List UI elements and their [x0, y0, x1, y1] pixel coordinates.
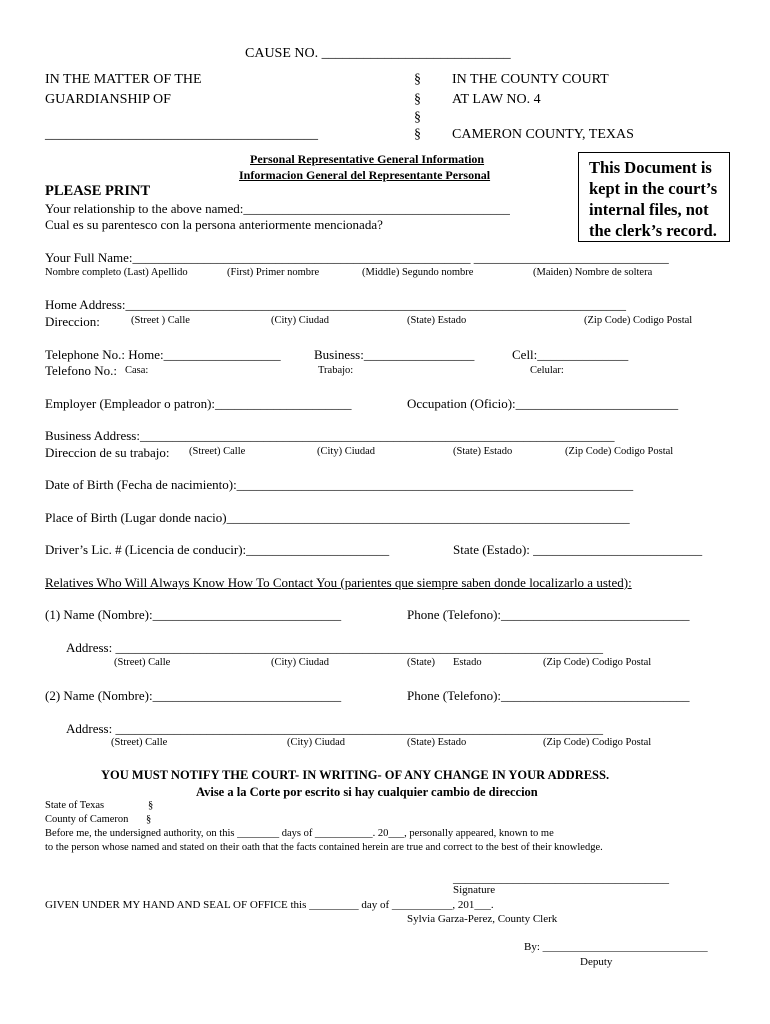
form-title-en: Personal Representative General Information — [250, 152, 485, 166]
cell-sublabel-es: Celular: — [530, 365, 564, 376]
state-of-texas: State of Texas — [45, 800, 105, 811]
relationship-field[interactable]: Your relationship to the above named:_________________________________________ — [45, 201, 510, 216]
notice-line-2: kept in the court’s — [589, 179, 718, 198]
drivers-license-field[interactable]: Driver’s Lic. # (Licencia de conducir):______________________ — [45, 542, 390, 557]
county-of-cameron: County of Cameron — [45, 814, 129, 825]
cell-phone-field[interactable]: Cell:______________ — [512, 347, 629, 362]
matter-line-1: IN THE MATTER OF THE — [45, 72, 202, 87]
zip-sublabel: (Zip Code) Codigo Postal — [543, 737, 652, 748]
notice-line-3: internal files, not — [589, 200, 709, 219]
court-line-3: CAMERON COUNTY, TEXAS — [452, 127, 634, 142]
notice-line-1: This Document is — [589, 158, 712, 177]
zip-sublabel: (Zip Code) Codigo Postal — [543, 657, 652, 668]
matter-line-2: GUARDIANSHIP OF — [45, 92, 171, 107]
business-phone-field[interactable]: Business:_________________ — [314, 347, 475, 362]
business-address-field[interactable]: Business Address:_________________________________________________________________________ — [45, 428, 615, 443]
place-of-birth-field[interactable]: Place of Birth (Lugar donde nacio)______________________________________________________________ — [45, 510, 630, 525]
signature-label: Signature — [453, 884, 496, 896]
telephone-label-es: Telefono No.: — [45, 363, 118, 378]
relative-1-name-field[interactable]: (1) Name (Nombre):_____________________________ — [45, 607, 342, 622]
oath-statement-1[interactable]: Before me, the undersigned authority, on this ________ days of ___________. 20___, personally appeared, known to me — [45, 828, 554, 839]
zip-sublabel: (Zip Code) Codigo Postal — [565, 446, 674, 457]
street-sublabel: (Street) Calle — [111, 737, 168, 748]
section-symbol: § — [414, 127, 421, 142]
zip-sublabel: (Zip Code) Codigo Postal — [584, 315, 693, 326]
court-line-1: IN THE COUNTY COURT — [452, 72, 609, 87]
occupation-field[interactable]: Occupation (Oficio):_________________________ — [407, 396, 679, 411]
home-phone-field[interactable]: Telephone No.: Home:__________________ — [45, 347, 281, 362]
city-sublabel: (City) Ciudad — [317, 446, 376, 457]
relative-2-address-field[interactable]: Address: ___________________________________________________________________________ — [66, 721, 603, 736]
license-state-field[interactable]: State (Estado): __________________________ — [453, 542, 703, 557]
notify-court-heading: YOU MUST NOTIFY THE COURT- IN WRITING- OF ANY CHANGE IN YOUR ADDRESS. — [101, 768, 610, 782]
relative-1-address-field[interactable]: Address: ___________________________________________________________________________ — [66, 640, 603, 655]
internal-files-notice — [578, 152, 730, 242]
date-of-birth-field[interactable]: Date of Birth (Fecha de nacimiento):_____________________________________________________________ — [45, 477, 634, 492]
section-symbol: § — [414, 92, 421, 107]
signature-line[interactable]: ____________________________________ — [453, 871, 669, 885]
section-symbol: § — [414, 72, 421, 87]
notify-court-heading-es: Avise a la Corte por escrito si hay cualquier cambio de direccion — [196, 785, 538, 799]
form-title-es: Informacion General del Representante Personal — [239, 168, 491, 182]
section-symbol: § — [414, 110, 421, 125]
city-sublabel: (City) Ciudad — [287, 737, 346, 748]
state-sublabel: (State) Estado — [407, 315, 467, 326]
state-sublabel: (State) Estado — [407, 737, 467, 748]
guardianship-name-field[interactable]: _______________________________________ — [45, 127, 318, 142]
given-under-hand-statement[interactable]: GIVEN UNDER MY HAND AND SEAL OF OFFICE this _________ day of ___________, 201___. — [45, 899, 494, 911]
cause-number-field[interactable]: CAUSE NO. ___________________________ — [245, 46, 511, 61]
business-address-label-es: Direccion de su trabajo: — [45, 445, 170, 460]
city-sublabel: (City) Ciudad — [271, 315, 330, 326]
street-sublabel: (Street) Calle — [189, 446, 246, 457]
employer-field[interactable]: Employer (Empleador o patron):_____________________ — [45, 396, 352, 411]
relative-1-phone-field[interactable]: Phone (Telefono):_____________________________ — [407, 607, 690, 622]
relationship-label-es: Cual es su parentesco con la persona anteriormente mencionada? — [45, 217, 383, 232]
last-name-sublabel: Nombre completo (Last) Apellido — [45, 267, 188, 278]
first-name-sublabel: (First) Primer nombre — [227, 267, 320, 278]
court-line-2: AT LAW NO. 4 — [452, 92, 541, 107]
street-sublabel: (Street ) Calle — [131, 315, 190, 326]
middle-name-sublabel: (Middle) Segundo nombre — [362, 267, 474, 278]
estado-sublabel: Estado — [453, 657, 482, 668]
notice-line-4: the clerk’s record. — [589, 221, 717, 240]
relative-2-phone-field[interactable]: Phone (Telefono):_____________________________ — [407, 688, 690, 703]
section-symbol: § — [148, 800, 154, 811]
home-address-label-es: Direccion: — [45, 314, 100, 329]
state-sublabel: (State) Estado — [453, 446, 513, 457]
relatives-heading: Relatives Who Will Always Know How To Contact You (parientes que siempre saben donde localizarlo a usted): — [45, 575, 632, 590]
section-symbol: § — [146, 814, 152, 825]
home-sublabel-es: Casa: — [125, 365, 149, 376]
full-name-field[interactable]: Your Full Name:____________________________________________________ ______________________________ — [45, 250, 669, 265]
please-print-heading: PLEASE PRINT — [45, 183, 151, 199]
deputy-signature-line[interactable]: By: ______________________________ — [524, 941, 708, 953]
county-clerk-name: Sylvia Garza-Perez, County Clerk — [407, 913, 558, 925]
relative-2-name-field[interactable]: (2) Name (Nombre):_____________________________ — [45, 688, 342, 703]
city-sublabel: (City) Ciudad — [271, 657, 330, 668]
street-sublabel: (Street) Calle — [114, 657, 171, 668]
maiden-name-sublabel: (Maiden) Nombre de soltera — [533, 267, 653, 278]
state-sublabel: (State) — [407, 657, 435, 668]
oath-statement-2: to the person whose named and stated on their oath that the facts contained herein are true and correct to the best of their knowledge. — [45, 842, 603, 853]
deputy-label: Deputy — [580, 956, 613, 968]
business-sublabel-es: Trabajo: — [318, 365, 354, 376]
home-address-field[interactable]: Home Address:_____________________________________________________________________________ — [45, 297, 627, 312]
